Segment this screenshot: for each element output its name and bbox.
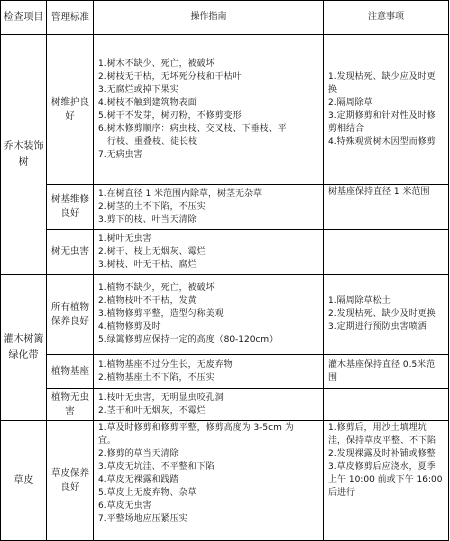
note-line: 灌木基座保持直径 0.5米范围: [328, 359, 436, 383]
notes-cell: [324, 389, 449, 421]
note-line: 1.隔周除草松土: [328, 296, 391, 306]
table-row: [1, 275, 449, 355]
operation-line: 1.植物基座不过分生长，无废弃物: [98, 359, 233, 370]
notes-cell: [324, 230, 449, 275]
operation-line: 2.植物枝叶不干枯，发黄: [98, 296, 197, 306]
standard-cell: 植物基座: [47, 355, 94, 389]
operation-line: 1.枝叶无虫害，无明显虫咬孔洞: [98, 392, 224, 403]
operation-line: 2.修剪的草当天清除: [98, 449, 179, 459]
operation-line: 3.树枝、叶无干枯、腐烂: [98, 259, 197, 270]
notes-cell: [324, 421, 449, 541]
category-cell: 草皮: [1, 421, 47, 541]
notes-cell: [324, 185, 449, 230]
notes-cell: [324, 35, 449, 185]
table-row: [1, 421, 449, 541]
table-row: [1, 355, 449, 389]
operation-line: 1.树叶无虫害: [98, 233, 152, 244]
note-line: 3.定期进行预防虫害喷洒: [328, 322, 427, 332]
category-cell: 灌木树篱绿化带: [1, 275, 47, 421]
standard-cell: 植物无虫害: [47, 389, 94, 421]
table-row: [1, 185, 449, 230]
header-standard: 管理标准: [47, 1, 94, 35]
operation-line: 1.在树直径 1 米范围内除草，树茎无杂草: [98, 188, 263, 199]
operation-line: 5.草皮上无废弃物、杂草: [98, 488, 197, 498]
note-line: 树基座保持直径 1 米范围: [328, 187, 430, 197]
note-line: 2.发现枯死、缺少及时更换: [328, 309, 436, 319]
header-operation-guide: 操作指南: [94, 1, 324, 35]
table-row: [1, 230, 449, 275]
operation-cell: [94, 185, 324, 230]
operation-line: 3.植物修剪平整，造型匀称美观: [98, 309, 224, 319]
notes-cell: [324, 275, 449, 355]
operation-line: 5.绿篱修剪应保持一定的高度（80-120cm）: [98, 335, 279, 345]
table-row: [1, 389, 449, 421]
operation-line: 6.草皮无虫害: [98, 501, 152, 511]
operation-cell: [94, 389, 324, 421]
table-row: [1, 35, 449, 185]
note-line: 2.发现裸露及时补铺或修整: [328, 449, 436, 459]
operation-line: 3.草皮无坑洼、不平整和下陷: [98, 462, 215, 472]
note-line: 1.发现枯死、缺少应及时更换: [328, 71, 436, 95]
notes-cell: [324, 355, 449, 389]
standard-cell: 树维护良好: [47, 35, 94, 185]
operation-line: 7.平整场地应压紧压实: [98, 514, 188, 524]
operation-line: 1.树木不缺少、死亡，被破坏: [98, 58, 215, 69]
operation-cell: [94, 230, 324, 275]
operation-line: 5.树干不发芽，树刃粉，不修剪变形: [98, 110, 242, 121]
operation-cell: [94, 355, 324, 389]
operation-cell: [94, 275, 324, 355]
note-line: 1.修剪后，用沙土填埋坑洼，保持草皮平整、不下陷: [328, 423, 437, 446]
operation-line: 1.植物不缺少，死亡，被破坏: [98, 283, 215, 293]
operation-line: 宜。: [98, 436, 117, 446]
standard-cell: 树无虫害: [47, 230, 94, 275]
operation-cell: [94, 35, 324, 185]
category-cell: 乔木装饰树: [1, 35, 47, 275]
standard-cell: 草皮保养良好: [47, 421, 94, 541]
operation-line: 2.树枝无干枯，无坏死分枝和干枯叶: [98, 71, 242, 82]
operation-line: 2.茎干和叶无烟灰，不霉烂: [98, 405, 206, 416]
note-line: 2.隔周除草: [328, 97, 373, 108]
operation-line: 行枝、重叠枝、徒长枝: [107, 136, 198, 147]
operation-line: 2.树干、枝上无烟灰、霉烂: [98, 246, 206, 257]
operation-line: 3.无腐烂或掉下果实: [98, 84, 179, 95]
note-line: 4.特殊观赏树木因型而修剪: [328, 136, 436, 147]
operation-line: 1.草及时修剪和修剪平整，修剪高度为 3-5cm 为: [98, 423, 294, 433]
operation-line: 4.树枝不触到建筑物表面: [98, 97, 197, 108]
operation-line: 3.剪下的枝、叶当天清除: [98, 214, 197, 225]
operation-cell: [94, 421, 324, 541]
operation-line: 6.树木修剪顺序：病虫枝、交叉枝、下垂枝、平: [98, 123, 287, 134]
header-check-item: 检查项目: [1, 1, 47, 35]
operation-line: 4.草皮无裸露和践踏: [98, 475, 179, 485]
operation-line: 2.植物基座土不下陷，不压实: [98, 372, 215, 383]
operation-line: 7.无病虫害: [98, 149, 143, 160]
operation-line: 4.植物修剪及时: [98, 322, 161, 332]
note-line: 3.定期修剪和针对性及时修剪相结合: [328, 110, 436, 134]
header-row: [1, 1, 449, 35]
note-line: 3.草皮修剪后应浇水，夏季上午 10:00 前或下午 16:00 后进行: [328, 462, 443, 498]
operation-line: 2.树茎的土不下陷，不压实: [98, 201, 206, 212]
standard-cell: 所有植物保养良好: [47, 275, 94, 355]
header-notes: 注意事项: [324, 1, 449, 35]
standard-cell: 树基维修良好: [47, 185, 94, 230]
